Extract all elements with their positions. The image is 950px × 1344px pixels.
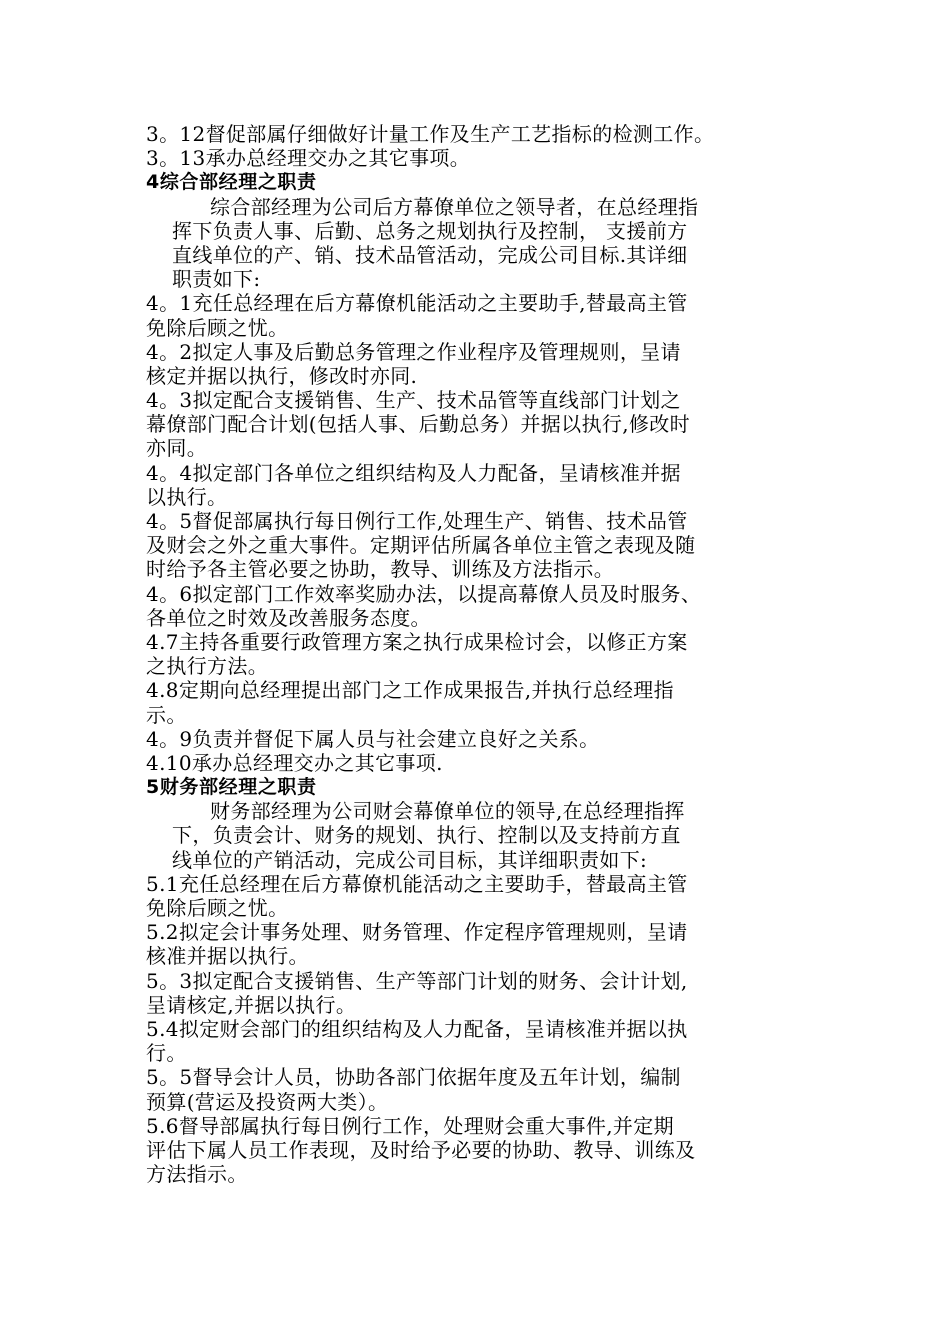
line-34: 核准并据以执行。 xyxy=(146,944,309,969)
line-33: 5.2拟定会计事务处理、财务管理、作定程序管理规则，呈请 xyxy=(146,920,688,945)
line-31: 5.1充任总经理在后方幕僚机能活动之主要助手，替最高主管 xyxy=(146,871,688,896)
line-40: 预算(营运及投资两大类）。 xyxy=(146,1089,389,1114)
line-29: 下，负责会计、财务的规划、执行、控制以及支持前方直 xyxy=(172,823,681,848)
line-24: 示。 xyxy=(146,702,187,727)
line-7: 4。1充任总经理在后方幕僚机能活动之主要助手,替最高主管 xyxy=(146,291,688,316)
line-41: 5.6督导部属执行每日例行工作，处理财会重大事件,并定期 xyxy=(146,1113,674,1138)
document-page xyxy=(146,122,796,1186)
line-39: 5。5督导会计人员，协助各部门依据年度及五年计划，编制 xyxy=(146,1065,681,1090)
line-22: 之执行方法。 xyxy=(146,654,269,679)
line-9: 4。2拟定人事及后勤总务管理之作业程序及管理规则，呈请 xyxy=(146,339,681,364)
line-8: 免除后顾之忧。 xyxy=(146,315,289,340)
line-11: 4。3拟定配合支援销售、生产、技术品管等直线部门计划之 xyxy=(146,388,681,413)
line-18: 时给予各主管必要之协助，教导、训练及方法指示。 xyxy=(146,557,615,582)
line-3: 综合部经理为公司后方幕僚单位之领导者，在总经理指 xyxy=(210,194,699,219)
line-28: 财务部经理为公司财会幕僚单位的领导,在总经理指挥 xyxy=(210,799,685,824)
line-5: 直线单位的产、销、技术品管活动，完成公司目标.其详细 xyxy=(172,242,688,267)
line-38: 行。 xyxy=(146,1041,187,1066)
line-23: 4.8定期向总经理提出部门之工作成果报告,并执行总经理指 xyxy=(146,678,674,703)
line-16: 4。5督促部属执行每日例行工作,处理生产、销售、技术品管 xyxy=(146,509,688,533)
line-21: 4.7主持各重要行政管理方案之执行成果检讨会，以修正方案 xyxy=(146,629,688,654)
line-37: 5.4拟定财会部门的组织结构及人力配备，呈请核准并据以执 xyxy=(146,1016,688,1041)
line-13: 亦同。 xyxy=(146,436,208,461)
line-14: 4。4拟定部门各单位之组织结构及人力配备，呈请核准并据 xyxy=(146,460,681,485)
line-15: 以执行。 xyxy=(146,484,228,509)
line-20: 各单位之时效及改善服务态度。 xyxy=(146,605,431,630)
line-25: 4。9负责并督促下属人员与社会建立良好之关系。 xyxy=(146,726,600,751)
line-1: 3。13承办总经理交办之其它事项。 xyxy=(146,146,471,171)
line-19: 4。6拟定部门工作效率奖励办法，以提高幕僚人员及时服务、 xyxy=(146,581,702,606)
line-17: 及财会之外之重大事件。定期评估所属各单位主管之表现及随 xyxy=(146,533,696,558)
line-36: 呈请核定,并据以执行。 xyxy=(146,992,357,1017)
section-heading-4: 4综合部经理之职责 xyxy=(146,171,317,194)
line-35: 5。3拟定配合支援销售、生产等部门计划的财务、会计计划, xyxy=(146,968,688,993)
section-heading-5: 5财务部经理之职责 xyxy=(146,776,317,799)
line-10: 核定并据以执行，修改时亦同. xyxy=(146,363,418,388)
line-0: 3。12督促部属仔细做好计量工作及生产工艺指标的检测工作。 xyxy=(146,122,715,146)
line-32: 免除后顾之忧。 xyxy=(146,896,289,920)
line-42: 评估下属人员工作表现，及时给予必要的协助、教导、训练及 xyxy=(146,1137,696,1162)
line-26: 4.10承办总经理交办之其它事项. xyxy=(146,750,443,775)
line-43: 方法指示。 xyxy=(146,1162,248,1187)
line-4: 挥下负责人事、后勤、总务之规划执行及控制， 支援前方 xyxy=(172,218,688,243)
line-30: 线单位的产销活动，完成公司目标，其详细职责如下: xyxy=(172,847,648,872)
line-12: 幕僚部门配合计划(包括人事、后勤总务）并据以执行,修改时 xyxy=(146,412,690,437)
line-6: 职责如下: xyxy=(172,267,261,292)
